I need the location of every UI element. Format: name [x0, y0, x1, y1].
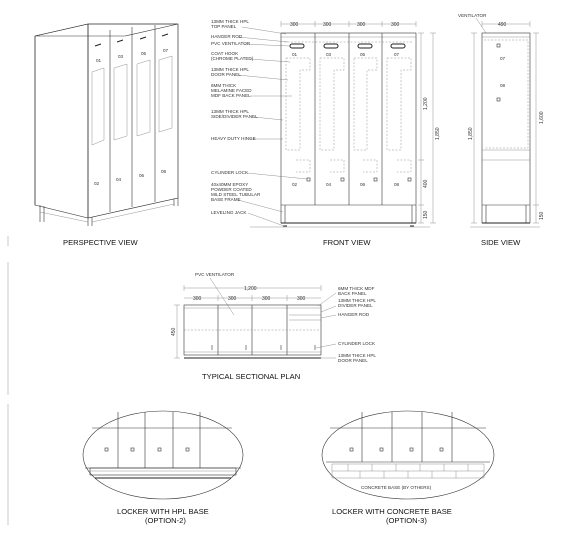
- label-back-panel-3: MDF BACK PANEL: [211, 93, 251, 98]
- front-door-number: 06: [360, 182, 366, 187]
- view-caption-concrete-option: (OPTION-3): [386, 516, 427, 525]
- label-coat-hook-2: (CHROME PLATED): [211, 56, 254, 61]
- label-back-panel: 6MM THICK: [211, 83, 237, 88]
- label-top-panel-2: TOP PANEL: [211, 24, 237, 29]
- front-height-upper: 1,200: [423, 97, 429, 110]
- label-hinge: HEAVY DUTY HINGE: [211, 136, 256, 141]
- label-side-panel: 13MM THICK HPL: [211, 109, 249, 114]
- front-vent: [391, 44, 405, 48]
- side-height-upper: 1,600: [539, 111, 545, 124]
- label-cylinder-lock: CYLINDER LOCK: [211, 170, 249, 175]
- plan-col-width: 300: [228, 296, 237, 302]
- perspective-door-number: 06: [139, 173, 145, 178]
- view-caption-hpl-base: LOCKER WITH HPL BASE: [117, 507, 209, 516]
- perspective-front-face-back: [88, 24, 178, 218]
- perspective-door-number: 05: [141, 51, 147, 56]
- detail-concrete-base: [322, 411, 494, 525]
- perspective-top-face: [35, 24, 178, 36]
- perspective-door-number: 04: [116, 177, 122, 182]
- label-base-frame-2: POWDER COATED: [211, 187, 252, 192]
- front-width-dim: 300: [323, 22, 332, 28]
- lock-icon: [307, 178, 310, 181]
- perspective-side-face: [35, 24, 88, 218]
- concrete-base-label: CONCRETE BASE (BY OTHERS): [361, 485, 432, 490]
- front-height-base: 150: [423, 210, 429, 219]
- front-width-dim: 300: [357, 22, 366, 28]
- view-caption-front: FRONT VIEW: [323, 238, 371, 247]
- plan-label-door: 13MM THICK HPL: [338, 353, 376, 358]
- side-ventilator-label: VENTILATOR: [458, 13, 487, 18]
- front-width-dim: 300: [290, 22, 299, 28]
- plan-label-hanger-rod: HANGER ROD: [338, 312, 370, 317]
- front-door-number: 01: [292, 52, 298, 57]
- front-door-number: 04: [326, 182, 332, 187]
- front-vent: [358, 44, 372, 48]
- side-outline: [482, 33, 530, 223]
- label-top-panel: 13MM THICK HPL: [211, 19, 249, 24]
- perspective-door-number: 08: [161, 169, 167, 174]
- front-height-lower: 400: [423, 179, 429, 188]
- plan-label-divider: 13MM THICK HPL: [338, 298, 376, 303]
- view-caption-hpl-option: (OPTION-2): [145, 516, 186, 525]
- label-base-frame-3: MILD STEEL TUBULAR: [211, 192, 261, 197]
- side-door-number: 07: [500, 56, 506, 61]
- perspective-front-panel: [88, 24, 178, 218]
- view-caption-plan: TYPICAL SECTIONAL PLAN: [202, 372, 301, 381]
- label-back-panel-2: MELAMINE FACED: [211, 88, 252, 93]
- front-width-dim: 300: [391, 22, 400, 28]
- front-annotations: [211, 19, 307, 226]
- view-caption-concrete-base: LOCKER WITH CONCRETE BASE: [332, 507, 452, 516]
- label-leveling-jack: LEVELING JACK: [211, 210, 247, 215]
- plan-col-width: 300: [262, 296, 271, 302]
- front-vent: [324, 44, 338, 48]
- label-coat-hook: COAT HOOK: [211, 51, 239, 56]
- lock-icon: [374, 178, 377, 181]
- plan-total-width: 1,200: [244, 286, 257, 292]
- front-vent: [290, 44, 304, 48]
- plan-label-back-panel: 6MM THICK MDF: [338, 286, 375, 291]
- label-hanger-rod: HANGER ROD: [211, 34, 243, 39]
- lock-icon: [408, 178, 411, 181]
- plan-depth: 450: [171, 327, 177, 336]
- side-depth-dim: 490: [498, 22, 507, 28]
- front-height-total: 1,850: [435, 127, 441, 140]
- front-door-number: 05: [360, 52, 366, 57]
- front-door-number: 07: [394, 52, 400, 57]
- front-door-number: 08: [394, 182, 400, 187]
- side-height-base: 150: [539, 211, 545, 220]
- plan-col-width: 300: [297, 296, 306, 302]
- detail-hpl-ellipse: [83, 411, 243, 499]
- plan-col-width: 300: [193, 296, 202, 302]
- hpl-base-strip: [90, 468, 236, 475]
- label-door-panel-2: DOOR PANEL: [211, 72, 241, 77]
- front-view: [211, 19, 441, 247]
- front-door-number: 02: [292, 182, 298, 187]
- perspective-door-number: 07: [163, 48, 169, 53]
- view-caption-side: SIDE VIEW: [481, 238, 521, 247]
- sectional-plan: [171, 272, 376, 381]
- detail-hpl-base: [83, 411, 243, 525]
- label-door-panel: 13MM THICK HPL: [211, 67, 249, 72]
- plan-pvc-ventilator-label: PVC VENTILATOR: [195, 272, 235, 277]
- perspective-door-number: 02: [94, 181, 100, 186]
- plan-label-back-panel-2: BACK PANEL: [338, 291, 367, 296]
- view-caption-perspective: PERSPECTIVE VIEW: [63, 238, 138, 247]
- perspective-door-number: 01: [96, 58, 102, 63]
- label-side-panel-2: SIDE/DIVIDER PANEL: [211, 114, 258, 119]
- side-door-number: 08: [500, 83, 506, 88]
- front-cabinet-outline: [281, 33, 416, 223]
- side-height-total: 1,850: [468, 127, 474, 140]
- side-view: [458, 13, 545, 247]
- label-pvc-ventilator: PVC VENTILATOR: [211, 41, 251, 46]
- lock-icon: [341, 178, 344, 181]
- plan-label-divider-2: DIVIDER PANEL: [338, 303, 373, 308]
- label-base-frame: 40x40MM EPOXY: [211, 182, 249, 187]
- front-door-number: 03: [326, 52, 332, 57]
- label-base-frame-4: BASE FRAME: [211, 197, 241, 202]
- perspective-door-number: 03: [118, 54, 124, 59]
- plan-label-door-2: DOOR PANEL: [338, 358, 368, 363]
- plan-label-cylinder-lock: CYLINDER LOCK: [338, 341, 376, 346]
- perspective-view: [35, 24, 178, 247]
